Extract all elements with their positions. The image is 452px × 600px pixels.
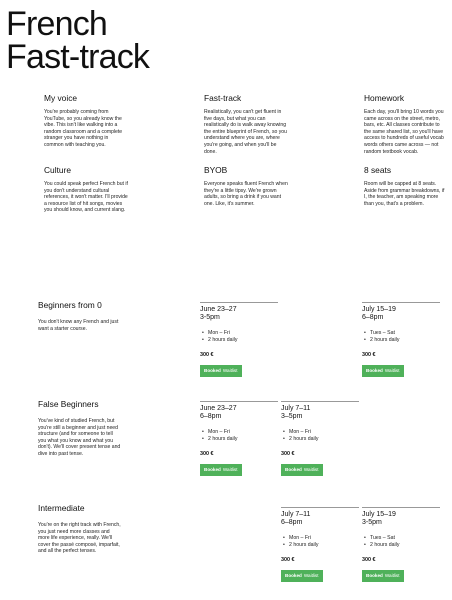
session-details bbox=[200, 330, 278, 343]
waitlist-button[interactable] bbox=[200, 464, 242, 476]
info-fast-track bbox=[204, 93, 288, 155]
session-price: 300 € bbox=[200, 450, 214, 457]
session-details bbox=[200, 429, 278, 442]
session-details bbox=[362, 535, 440, 548]
session-details bbox=[281, 535, 359, 548]
waitlist-button[interactable] bbox=[200, 365, 242, 377]
info-text: Each day, you'll bring 10 words you came across on the street, metro, bars, etc. All classes contribute to the same shared list, so you'll have access to hundreds of useful vocab words others came across — not random textbook vocab. bbox=[364, 109, 444, 155]
waitlist-label: Waitlist bbox=[384, 367, 400, 373]
booked-label: Booked bbox=[285, 572, 302, 578]
session-hours: • 2 hours daily bbox=[200, 436, 278, 443]
session-card bbox=[200, 302, 278, 377]
course-name: Beginners from 0 bbox=[38, 300, 102, 310]
waitlist-button[interactable] bbox=[362, 365, 404, 377]
info-8-seats bbox=[364, 165, 448, 207]
session-price: 300 € bbox=[362, 556, 376, 563]
info-heading: 8 seats bbox=[364, 165, 392, 175]
info-culture bbox=[44, 165, 128, 214]
waitlist-label: Waitlist bbox=[303, 466, 319, 472]
session-dates: July 15–19 bbox=[362, 511, 396, 518]
waitlist-button[interactable] bbox=[281, 464, 323, 476]
session-hours: • 2 hours daily bbox=[281, 436, 359, 443]
session-hours: • 2 hours daily bbox=[281, 542, 359, 549]
course-description: You've kind of studied French, but you're still a beginner and just need structure (and for someone to tell you what you know and what you don't). We'll cover present tense and dive into past tense. bbox=[38, 418, 121, 457]
info-byob bbox=[204, 165, 288, 207]
waitlist-label: Waitlist bbox=[222, 466, 238, 472]
session-hours: • 2 hours daily bbox=[362, 337, 440, 344]
booked-label: Booked bbox=[366, 572, 383, 578]
info-heading: Homework bbox=[364, 93, 405, 103]
session-days: • Mon – Fri bbox=[200, 330, 278, 337]
info-heading: My voice bbox=[44, 93, 78, 103]
session-card bbox=[200, 401, 278, 476]
info-text: You could speak perfect French but if you don't understand cultural references, it won't matter. I'll provide a resource list of hit songs, movies you should know, and current slang. bbox=[44, 181, 128, 214]
session-time: 3–5pm bbox=[281, 413, 303, 421]
info-heading: Fast-track bbox=[204, 93, 242, 103]
session-time: 6–8pm bbox=[200, 413, 222, 421]
booked-label: Booked bbox=[204, 367, 221, 373]
session-days: • Mon – Fri bbox=[281, 429, 359, 436]
session-dates: June 23–27 bbox=[200, 306, 237, 313]
waitlist-label: Waitlist bbox=[303, 572, 319, 578]
course-description: You're on the right track with French, you just need more classes and more life experience, really. We'll cover the passé composé, imparfait, and all the perfect tenses. bbox=[38, 522, 121, 555]
session-days: • Mon – Fri bbox=[200, 429, 278, 436]
info-text: Realistically, you can't get fluent in five days, but what you can realistically do is walk away knowing the entire blueprint of French, so you understand where you are, where you're going, and when you'll be done. bbox=[204, 109, 287, 155]
session-dates: July 7–11 bbox=[281, 511, 311, 518]
booked-label: Booked bbox=[285, 466, 302, 472]
waitlist-label: Waitlist bbox=[384, 572, 400, 578]
session-hours: • 2 hours daily bbox=[200, 337, 278, 344]
session-days: • Tues – Sat bbox=[362, 535, 440, 542]
session-price: 300 € bbox=[281, 556, 295, 563]
session-price: 300 € bbox=[281, 450, 295, 457]
session-days: • Mon – Fri bbox=[281, 535, 359, 542]
session-price: 300 € bbox=[200, 351, 214, 358]
booked-label: Booked bbox=[204, 466, 221, 472]
session-time: 6–8pm bbox=[281, 519, 303, 527]
info-text: Everyone speaks fluent French when they're a little tipsy. We're grown adults, so bring a drink if you want one. Like, it's summer. bbox=[204, 181, 288, 207]
info-my-voice bbox=[44, 93, 128, 149]
session-dates: July 7–11 bbox=[281, 405, 311, 412]
session-days: • Tues – Sat bbox=[362, 330, 440, 337]
course-header bbox=[38, 503, 122, 555]
course-name: Intermediate bbox=[38, 503, 85, 513]
info-heading: Culture bbox=[44, 165, 71, 175]
page-title bbox=[6, 5, 150, 76]
waitlist-label: Waitlist bbox=[222, 367, 238, 373]
info-heading: BYOB bbox=[204, 165, 228, 175]
page-title-line-2: Fast-track bbox=[6, 38, 150, 76]
session-details bbox=[362, 330, 440, 343]
session-price: 300 € bbox=[362, 351, 376, 358]
info-text: You're probably coming from YouTube, so you already know the vibe. This isn't like walking into a random classroom and a complete stranger you have nothing in common with teaching you. bbox=[44, 109, 123, 148]
session-dates: June 23–27 bbox=[200, 405, 237, 412]
session-details bbox=[281, 429, 359, 442]
waitlist-button[interactable] bbox=[281, 570, 323, 582]
course-header bbox=[38, 399, 122, 458]
session-card bbox=[362, 507, 440, 582]
info-text: Room will be capped at 8 seats. Aside from grammar breakdowns, if I, the teacher, am speaking more than you, that's a problem. bbox=[364, 181, 445, 207]
session-time: 3-5pm bbox=[362, 519, 382, 527]
info-homework bbox=[364, 93, 448, 155]
page-title-line-1: French bbox=[6, 5, 108, 43]
course-description: You don't know any French and just want a starter course. bbox=[38, 319, 119, 332]
session-hours: • 2 hours daily bbox=[362, 542, 440, 549]
session-card bbox=[281, 401, 359, 476]
course-header bbox=[38, 300, 122, 332]
session-dates: July 15–19 bbox=[362, 306, 396, 313]
session-time: 6–8pm bbox=[362, 314, 384, 322]
session-card bbox=[362, 302, 440, 377]
session-time: 3-5pm bbox=[200, 314, 220, 322]
waitlist-button[interactable] bbox=[362, 570, 404, 582]
course-name: False Beginners bbox=[38, 399, 99, 409]
session-card bbox=[281, 507, 359, 582]
booked-label: Booked bbox=[366, 367, 383, 373]
